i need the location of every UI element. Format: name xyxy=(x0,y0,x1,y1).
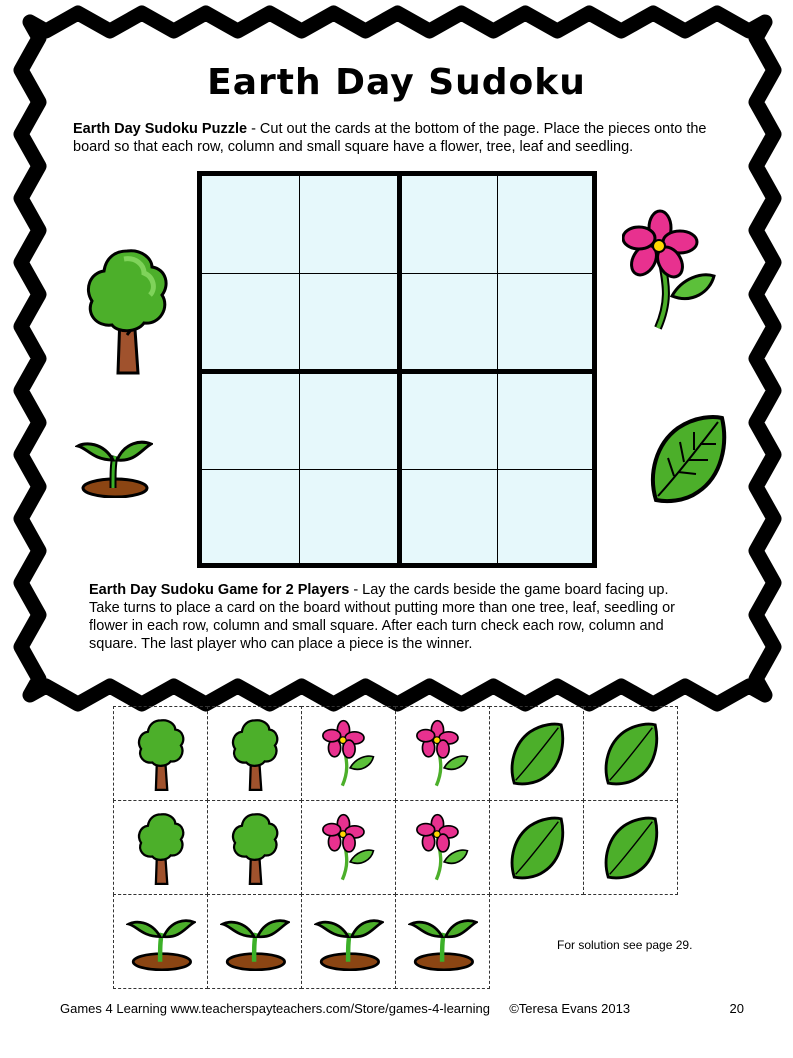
card-leaf[interactable] xyxy=(583,706,678,801)
flower-icon xyxy=(622,208,718,334)
card-seedling[interactable] xyxy=(395,894,490,989)
board-cell[interactable] xyxy=(402,274,497,369)
puzzle-instructions xyxy=(73,120,728,156)
card-leaf[interactable] xyxy=(489,800,584,895)
puzzle-text: - Cut out the cards at the bottom of the page. Place the pieces onto the board so that each row, column and small square have a flower, tree, leaf and seedling. xyxy=(73,121,707,155)
board-cell[interactable] xyxy=(202,176,299,273)
seedling-icon xyxy=(75,434,153,498)
solution-note: For solution see page 29. xyxy=(557,938,693,952)
page-number: 20 xyxy=(729,1001,744,1016)
card-seedling[interactable] xyxy=(207,894,302,989)
board-cell[interactable] xyxy=(498,374,592,469)
card-seedling[interactable] xyxy=(113,894,208,989)
card-tree[interactable] xyxy=(113,706,208,801)
board-cell[interactable] xyxy=(202,274,299,369)
board-cell[interactable] xyxy=(300,374,397,469)
footer-copyright: ©Teresa Evans 2013 xyxy=(509,1001,631,1016)
footer xyxy=(60,1001,750,1016)
card-tree[interactable] xyxy=(207,800,302,895)
card-leaf[interactable] xyxy=(489,706,584,801)
board-cell[interactable] xyxy=(402,374,497,469)
card-leaf[interactable] xyxy=(583,800,678,895)
leaf-icon xyxy=(648,414,728,504)
tree-icon xyxy=(82,245,172,375)
card-flower[interactable] xyxy=(301,800,396,895)
card-flower[interactable] xyxy=(301,706,396,801)
card-seedling[interactable] xyxy=(301,894,396,989)
board-cell[interactable] xyxy=(202,374,299,469)
board-cell[interactable] xyxy=(300,274,397,369)
board-cell[interactable] xyxy=(402,470,497,563)
board-cell[interactable] xyxy=(202,470,299,563)
card-tree[interactable] xyxy=(207,706,302,801)
card-flower[interactable] xyxy=(395,800,490,895)
board-cell[interactable] xyxy=(402,176,497,273)
board-cell[interactable] xyxy=(498,470,592,563)
card-tree[interactable] xyxy=(113,800,208,895)
sudoku-board xyxy=(197,171,597,568)
board-cell[interactable] xyxy=(300,176,397,273)
board-cell[interactable] xyxy=(498,176,592,273)
footer-source: Games 4 Learning www.teacherspayteachers.com/Store/games-4-learning xyxy=(60,1001,490,1016)
game-heading: Earth Day Sudoku Game for 2 Players xyxy=(89,582,350,598)
box-divider xyxy=(202,369,592,374)
board-cell[interactable] xyxy=(300,470,397,563)
page-title: Earth Day Sudoku xyxy=(207,62,586,103)
card-flower[interactable] xyxy=(395,706,490,801)
puzzle-heading: Earth Day Sudoku Puzzle xyxy=(73,121,248,137)
board-cell[interactable] xyxy=(498,274,592,369)
game-instructions xyxy=(89,581,701,653)
game-text: - Lay the cards beside the game board facing up. Take turns to place a card on the board without putting more than one tree, leaf, seedling or flower in each row, column and small square. After each turn check each row, column and square. The last player who can place a piece is the winner. xyxy=(89,582,676,652)
